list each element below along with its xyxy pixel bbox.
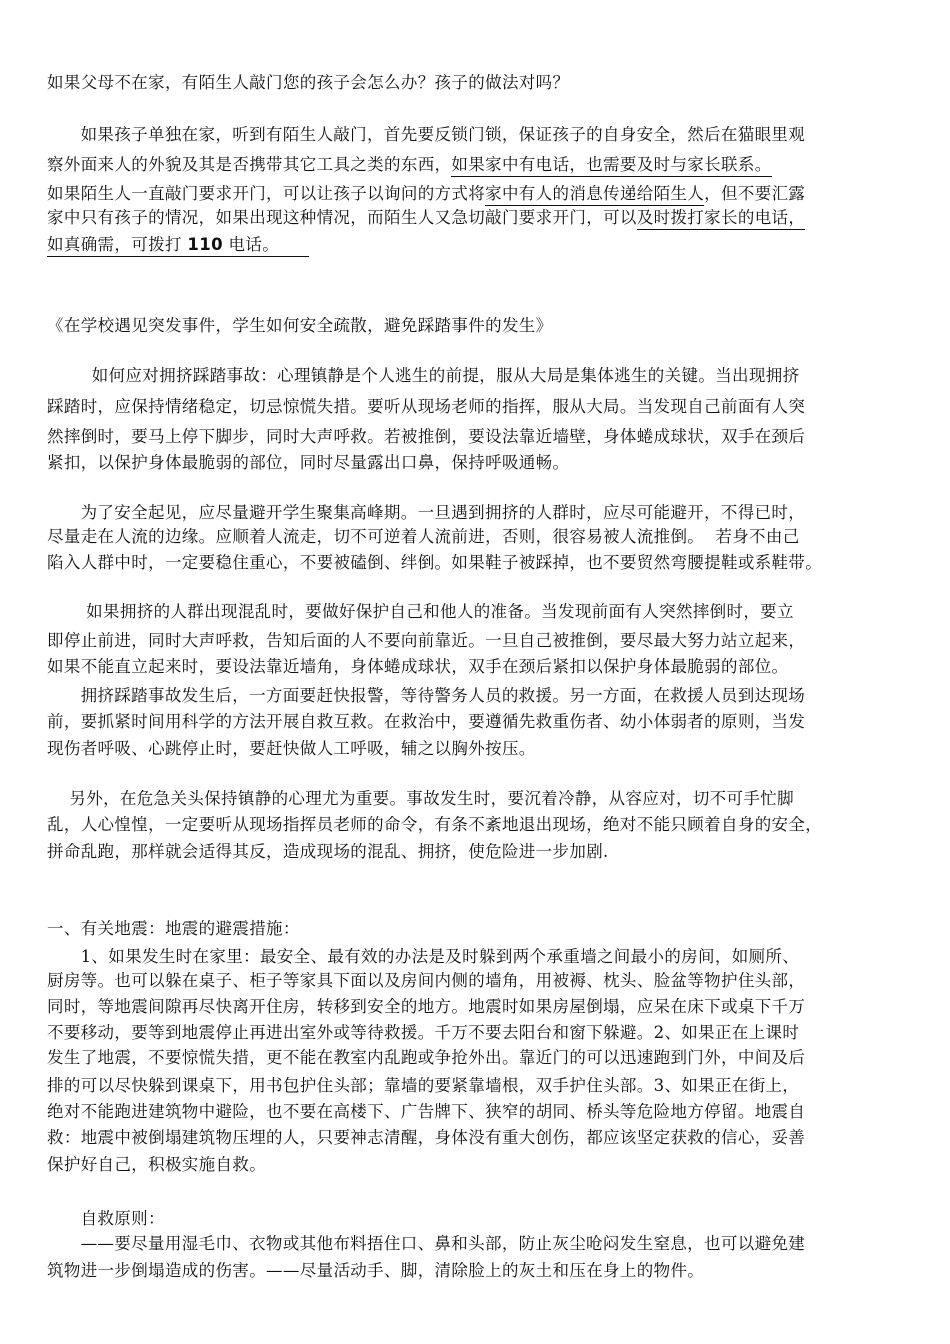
underlined-phone-advice: 如果家中有电话，也需要及时与家长联系。 [451, 155, 771, 177]
underlined-call-parents: 及时拨打家长的电话， [637, 208, 806, 230]
para4-line-4: 拥挤踩踏事故发生后，一方面要赶快报警，等待警务人员的救援。另一方面，在救援人员到达现场 [47, 686, 806, 705]
para2-line-1: 如何应对拥挤踩踏事故：心理镇静是个人逃生的前提，服从大局是集体逃生的关键。当出现拥挤 [47, 366, 800, 385]
para1-line-4: 家中只有孩子的情况，如果出现这种情况，而陌生人又急切敲门要求开门，可以及时拨打家长的电话， [47, 203, 907, 233]
question-line: 如果父母不在家，有陌生人敲门您的孩子会怎么办？孩子的做法对吗？ [47, 73, 570, 92]
para2-line-2: 踩踏时，应保持情绪稳定，切忌惊慌失措。要听从现场老师的指挥，服从大局。当发现自己前面有人突 [47, 397, 806, 416]
para4-line-5: 前，要抓紧时间用科学的方法开展自救互救。在救治中，要遵循先救重伤者、幼小体弱者的原则，当发 [47, 712, 806, 731]
para6-line-1: 1、如果发生时在家里：最安全、最有效的办法是及时躲到两个承重墙之间最小的房间，如厕所、 [47, 947, 800, 966]
para2-line-3: 然摔倒时，要马上停下脚步，同时大声呼救。若被推倒，要设法靠近墙壁，身体蜷成球状，双手在颈后 [47, 427, 806, 446]
para6-line-8: 救：地震中被倒塌建筑物压埋的人，只要神志清醒，身体没有重大创伤，都应该坚定获救的信心，妥善 [47, 1128, 806, 1147]
para4-line-2: 即停止前进，同时大声呼救，告知后面的人不要向前靠近。一旦自己被推倒，要尽最大努力站立起来， [47, 631, 806, 650]
para6-line-5: 发生了地震，不要惊慌失措，更不能在教室内乱跑或争抢外出。靠近门的可以迅速跑到门外，中间及后 [47, 1048, 806, 1067]
para6-line-6: 排的可以尽快躲到课桌下，用书包护住头部；靠墙的要紧靠墙根，双手护住头部。3、如果正在街上， [47, 1076, 800, 1095]
para2-line-4: 紧扣，以保护身体最脆弱的部位，同时尽量露出口鼻，保持呼吸通畅。 [47, 453, 570, 472]
para3-line-2: 尽量走在人流的边缘。应顺着人流走，切不可逆着人流前进，否则，很容易被人流推倒。 若身不由己 [47, 527, 800, 546]
earthquake-heading: 一、有关地震：地震的避震措施： [47, 919, 300, 938]
para1-line-1: 如果孩子单独在家，听到有陌生人敲门，首先要反锁门锁，保证孩子的自身安全，然后在猫眼里观 [47, 125, 806, 144]
para6-line-3: 同时，等地震间隙再尽快离开住房，转移到安全的地方。地震时如果房屋倒塌，应呆在床下或桌下千万 [47, 997, 806, 1016]
para1-line-5: 如真确需，可拨打 110 电话。 [47, 235, 280, 254]
para6-line-9: 保护好自己，积极实施自救。 [47, 1155, 267, 1174]
para3-line-3: 陷入人群中时，一定要稳住重心，不要被磕倒、绊倒。如果鞋子被踩掉，也不要贸然弯腰提鞋或系鞋带。 [47, 553, 823, 572]
self-rescue-heading: 自救原则： [47, 1209, 165, 1228]
section-title: 《在学校遇见突发事件，学生如何安全疏散，避免踩踏事件的发生》 [47, 316, 553, 335]
para6-line-4: 不要移动，要等到地震停止再进出室外或等待救援。千万不要去阳台和窗下躲避。2、如果正在上课时 [47, 1023, 800, 1042]
underline-rule [47, 256, 309, 257]
para7-line-1: ——要尽量用湿毛巾、衣物或其他布料捂住口、鼻和头部，防止灰尘呛闷发生窒息，也可以避免建 [47, 1234, 806, 1253]
para7-line-2: 筑物进一步倒塌造成的伤害。——尽量活动手、脚，清除脸上的灰土和压在身上的物件。 [47, 1261, 705, 1280]
para1-line-2: 察外面来人的外貌及其是否携带其它工具之类的东西，如果家中有电话，也需要及时与家长联系。 [47, 150, 907, 180]
para5-line-2: 乱，人心惶惶，一定要听从现场指挥员老师的命令，有条不紊地退出现场，绝对不能只顾着自身的安全， [47, 815, 823, 834]
para1-line-3: 如果陌生人一直敲门要求开门，可以让孩子以询问的方式将家中有人的消息传递给陌生人，但不要汇露 [47, 179, 907, 209]
para3-line-1: 为了安全起见，应尽量避开学生聚集高峰期。一旦遇到拥挤的人群时，应尽可能避开，不得已时， [47, 503, 806, 522]
para6-line-7: 绝对不能跑进建筑物中避险，也不要在高楼下、广告牌下、狭窄的胡同、桥头等危险地方停留。地震自 [47, 1102, 806, 1121]
para4-line-1: 如果拥挤的人群出现混乱时，要做好保护自己和他人的准备。当发现前面有人突然摔倒时，要立 [47, 602, 794, 621]
para4-line-6: 现伤者呼吸、心跳停止时，要赶快做人工呼吸，辅之以胸外按压。 [47, 739, 536, 758]
para4-line-3: 如果不能直立起来时，要设法靠近墙角，身体蜷成球状，双手在颈后紧扣以保护身体最脆弱的部位。 [47, 657, 789, 676]
para5-line-3: 拼命乱跑，那样就会适得其反，造成现场的混乱、拥挤，使危险进一步加剧. [47, 842, 609, 861]
underlined-message-advice: 家中有人的消息传递给陌生人 [485, 184, 704, 206]
para5-line-1: 另外，在危急关头保持镇静的心理尤为重要。事故发生时，要沉着冷静，从容应对，切不可手忙脚 [47, 789, 794, 808]
para6-line-2: 厨房等。也可以躲在桌子、柜子等家具下面以及房间内侧的墙角，用被褥、枕头、脸盆等物护住头部， [47, 971, 806, 990]
